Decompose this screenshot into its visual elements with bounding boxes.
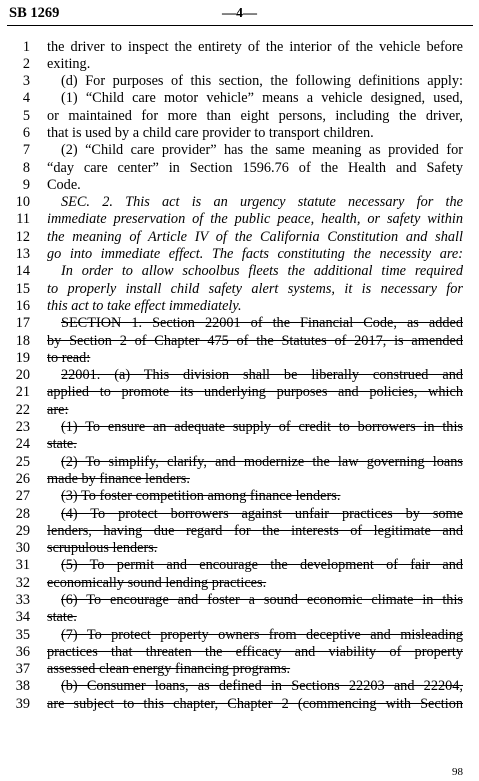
line-number: 38 [15, 678, 30, 695]
text-line [0, 678, 479, 695]
text-line [0, 333, 479, 350]
line-number: 8 [22, 159, 30, 176]
line-number: 23 [15, 419, 30, 436]
text-line [0, 592, 479, 609]
text-line [0, 436, 479, 453]
line-text: immediate preservation of the public peace, health, or safety within [47, 211, 463, 228]
stricken-line-text: lenders, having due regard for the interests of legitimate and [47, 522, 463, 539]
stricken-line-text: assessed clean energy financing programs. [47, 661, 291, 678]
stricken-line-text: practices that threaten the efficacy and viability of property [47, 643, 463, 660]
stricken-line-text: (5) To permit and encourage the development of fair and [61, 557, 463, 574]
line-number: 10 [15, 194, 30, 211]
stricken-line-text: economically sound lending practices. [47, 574, 267, 591]
text-line [0, 523, 479, 540]
line-text: the meaning of Article IV of the California Constitution and shall [47, 228, 463, 245]
text-line [0, 39, 479, 56]
text-line [0, 177, 479, 194]
text-line [0, 229, 479, 246]
line-number: 5 [22, 107, 30, 124]
line-number: 17 [15, 315, 30, 332]
line-text: that is used by a child care provider to transport children. [47, 124, 374, 141]
text-line [0, 402, 479, 419]
text-line [0, 696, 479, 713]
line-text: Code. [47, 176, 81, 193]
line-number: 12 [15, 228, 30, 245]
line-number: 35 [15, 626, 30, 643]
stricken-line-text: are subject to this chapter, Chapter 2 (commencing with Section [47, 695, 463, 712]
text-line [0, 419, 479, 436]
text-line [0, 263, 479, 280]
text-line [0, 661, 479, 678]
text-line [0, 644, 479, 661]
text-line [0, 315, 479, 332]
stricken-line-text: by Section 2 of Chapter 475 of the Statutes of 2017, is amended [47, 332, 463, 349]
text-line [0, 384, 479, 401]
text-line [0, 246, 479, 263]
stricken-line-text: SECTION 1. Section 22001 of the Financial Code, as added [61, 315, 463, 332]
text-line [0, 454, 479, 471]
stricken-line-text: (7) To protect property owners from deceptive and misleading [61, 626, 463, 643]
line-number: 6 [22, 124, 30, 141]
text-line [0, 540, 479, 557]
text-line [0, 367, 479, 384]
line-number: 22 [15, 401, 30, 418]
stricken-line-text: scrupulous lenders. [47, 540, 158, 557]
line-number: 30 [15, 540, 30, 557]
line-text: (2) “Child care provider” has the same meaning as provided for [61, 142, 463, 159]
line-number: 32 [15, 574, 30, 591]
line-text: In order to allow schoolbus fleets the additional time required [61, 263, 463, 280]
text-line [0, 575, 479, 592]
stricken-line-text: (3) To foster competition among finance lenders. [61, 488, 341, 505]
stricken-line-text: (b) Consumer loans, as defined in Sections 22203 and 22204, [61, 678, 463, 695]
text-line [0, 298, 479, 315]
text-line [0, 160, 479, 177]
line-number: 21 [15, 384, 30, 401]
line-number: 14 [15, 263, 30, 280]
line-text: the driver to inspect the entirety of the interior of the vehicle before [47, 38, 463, 55]
text-line [0, 609, 479, 626]
line-number: 1 [22, 38, 30, 55]
text-line [0, 125, 479, 142]
line-text: exiting. [47, 55, 91, 72]
line-number: 39 [15, 695, 30, 712]
line-number: 13 [15, 246, 30, 263]
text-line [0, 56, 479, 73]
line-number: 25 [15, 453, 30, 470]
text-line [0, 506, 479, 523]
line-number: 19 [15, 349, 30, 366]
stricken-line-text: are: [47, 401, 69, 418]
stricken-line-text: state. [47, 436, 77, 453]
line-number: 2 [22, 55, 30, 72]
line-number: 11 [16, 211, 30, 228]
stricken-line-text: made by finance lenders. [47, 470, 190, 487]
line-number: 27 [15, 488, 30, 505]
line-text: (1) “Child care motor vehicle” means a vehicle designed, used, [61, 90, 463, 107]
line-number: 3 [22, 73, 30, 90]
text-line [0, 142, 479, 159]
line-number: 29 [15, 522, 30, 539]
line-number: 20 [15, 367, 30, 384]
text-line [0, 90, 479, 107]
line-text: “day care center” in Section 1596.76 of the Health and Safety [47, 159, 463, 176]
stricken-line-text: (4) To protect borrowers against unfair practices by some [61, 505, 463, 522]
line-text: go into immediate effect. The facts constituting the necessity are: [47, 246, 463, 263]
page-indicator: —4— [222, 6, 257, 21]
stricken-line-text: (2) To simplify, clarify, and modernize the law governing loans [61, 453, 463, 470]
line-number: 28 [15, 505, 30, 522]
text-line [0, 627, 479, 644]
text-line [0, 108, 479, 125]
line-text: SEC. 2. This act is an urgency statute necessary for the [61, 194, 463, 211]
stricken-line-text: 22001. (a) This division shall be liberally construed and [61, 367, 463, 384]
line-number: 24 [15, 436, 30, 453]
stricken-line-text: (6) To encourage and foster a sound economic climate in this [61, 592, 463, 608]
line-number: 16 [15, 297, 30, 314]
text-line [0, 488, 479, 505]
stricken-line-text: state. [47, 609, 77, 626]
line-text: to properly install child safety alert systems, it is necessary for [47, 280, 463, 297]
line-number: 36 [15, 643, 30, 660]
line-number: 15 [15, 280, 30, 297]
line-number: 33 [15, 592, 30, 608]
line-number: 34 [15, 609, 30, 626]
text-line [0, 73, 479, 90]
line-number: 4 [22, 90, 30, 107]
line-number: 7 [22, 142, 30, 159]
line-text: or maintained for more than eight persons, including the driver, [47, 107, 463, 124]
text-line [0, 350, 479, 367]
line-number: 37 [15, 661, 30, 678]
text-line [0, 281, 479, 298]
text-line [0, 557, 479, 574]
text-line [0, 211, 479, 228]
stricken-line-text: (1) To ensure an adequate supply of credit to borrowers in this [61, 419, 463, 436]
stricken-line-text: applied to promote its underlying purposes and policies, which [47, 384, 463, 401]
page-number: 98 [452, 766, 463, 778]
line-text: (d) For purposes of this section, the following definitions apply: [61, 73, 463, 90]
text-line [0, 194, 479, 211]
bill-number: SB 1269 [9, 5, 60, 21]
line-number: 26 [15, 470, 30, 487]
line-text: this act to take effect immediately. [47, 297, 242, 314]
line-number: 9 [22, 176, 30, 193]
line-number: 31 [15, 557, 30, 574]
line-number: 18 [15, 332, 30, 349]
header-rule [7, 25, 473, 26]
bill-text-lines [0, 39, 479, 714]
text-line [0, 471, 479, 488]
stricken-line-text: to read: [47, 349, 91, 366]
